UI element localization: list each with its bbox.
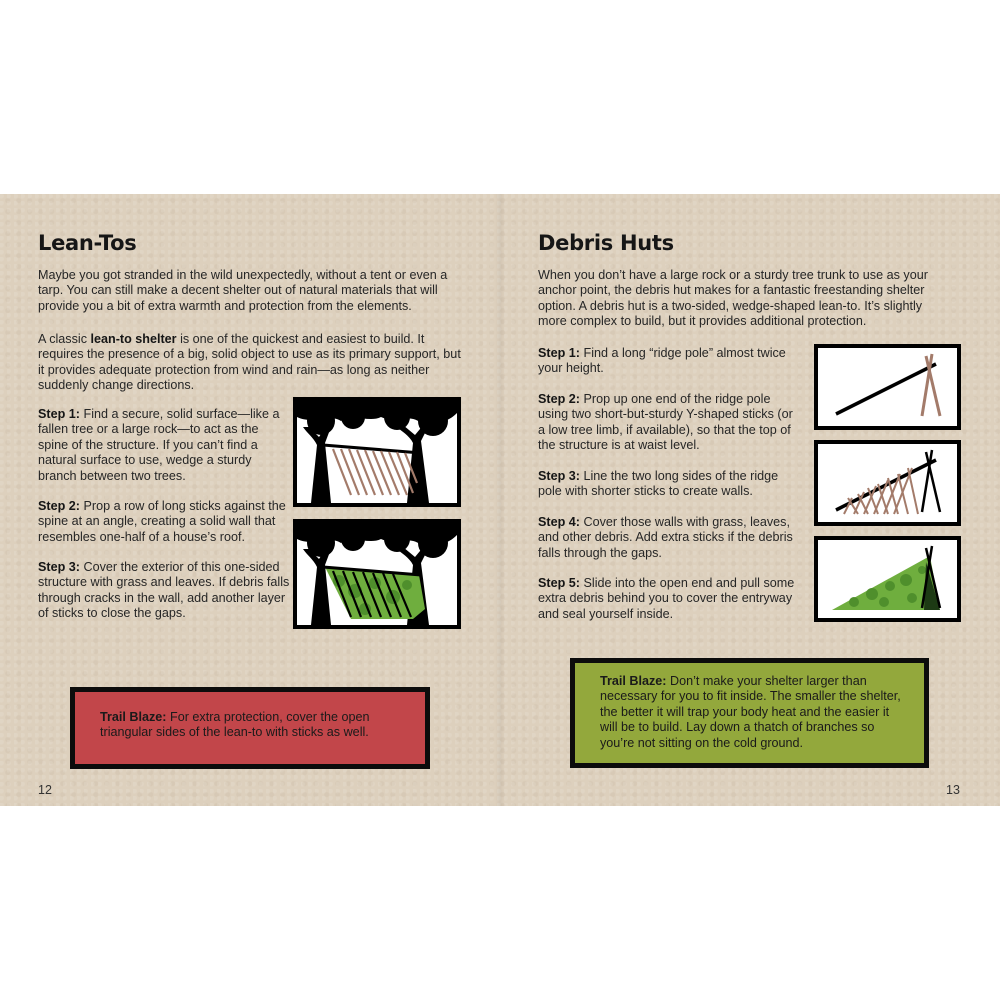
trail-blaze-body: Don’t make your shelter larger than necessary for you to fit inside. The smaller the shelter, the better it will trap your body heat and the easier it will be to build. Lay down a thatch of branches so you’re not sitting on the cold ground. — [600, 674, 901, 750]
lean-to-frame-illustration — [293, 397, 461, 507]
page-number-right: 13 — [946, 783, 960, 797]
lean-to-term: lean-to shelter — [90, 332, 177, 346]
step-label: Step 2: — [538, 392, 580, 406]
para-text: A classic — [38, 332, 91, 346]
page-number-left: 12 — [38, 783, 52, 797]
debris-hut-covered-illustration — [814, 536, 961, 622]
trail-blaze-text — [600, 674, 910, 751]
right-intro-paragraph: When you don’t have a large rock or a sturdy tree trunk to use as your anchor point, the debris hut makes for a fantastic freestanding shelter option. A debris hut is a two-sided, wedge-shaped lean-to. It’s slightly more complex to build, but it provides additional protection. — [538, 268, 928, 329]
trail-blaze-body: For extra protection, cover the open triangular sides of the lean-to with sticks as well. — [100, 710, 370, 740]
trail-blaze-label: Trail Blaze: — [600, 674, 667, 688]
left-page-heading: Lean-Tos — [38, 231, 137, 255]
left-lean-to-paragraph — [38, 332, 468, 394]
para-text: is one of the quickest and easiest to build. It requires the presence of a big, solid object to use as its primary support, but it provides adequate protection from wind and rain—as long as neither suddenly change directions. — [38, 332, 461, 393]
book-gutter — [495, 194, 505, 806]
ridge-pole-illustration — [814, 344, 961, 430]
right-step-4 — [538, 515, 800, 561]
trail-blaze-box-right — [570, 658, 929, 768]
step-label: Step 1: — [538, 346, 580, 360]
debris-hut-frame-illustration — [814, 440, 961, 526]
left-step-2 — [38, 499, 288, 545]
step-label: Step 3: — [38, 560, 80, 574]
right-step-2 — [538, 392, 796, 454]
right-step-5 — [538, 576, 800, 622]
left-step-1 — [38, 407, 282, 484]
trail-blaze-label: Trail Blaze: — [100, 710, 167, 724]
right-step-1 — [538, 346, 800, 377]
step-text: Find a long “ridge pole” almost twice your height. — [538, 346, 786, 376]
left-step-3 — [38, 560, 290, 622]
step-label: Step 1: — [38, 407, 80, 421]
trail-blaze-text — [100, 710, 400, 741]
step-text: Cover those walls with grass, leaves, and other debris. Add extra sticks if the debris falls through the gaps. — [538, 515, 793, 560]
step-text: Line the two long sides of the ridge pole with shorter sticks to create walls. — [538, 469, 779, 499]
step-text: Cover the exterior of this one-sided structure with grass and leaves. If debris falls through cracks in the wall, add another layer of sticks to close the gaps. — [38, 560, 290, 621]
right-step-3 — [538, 469, 796, 500]
left-intro-paragraph: Maybe you got stranded in the wild unexpectedly, without a tent or even a tarp. You can still make a decent shelter out of natural materials that will provide you a bit of extra warmth and protection from the elements. — [38, 268, 448, 313]
step-label: Step 3: — [538, 469, 580, 483]
step-text: Slide into the open end and pull some extra debris behind you to cover the entryway and seal yourself inside. — [538, 576, 795, 621]
step-text: Prop a row of long sticks against the spine at an angle, creating a solid wall that resembles one-half of a house’s roof. — [38, 499, 286, 544]
book-spread — [0, 194, 1000, 806]
step-text: Prop up one end of the ridge pole using two short-but-sturdy Y-shaped sticks (or a low tree limb, if available), so that the top of the structure is at waist level. — [538, 392, 793, 453]
step-label: Step 5: — [538, 576, 580, 590]
right-page-heading: Debris Huts — [538, 231, 674, 255]
step-label: Step 4: — [538, 515, 580, 529]
lean-to-covered-illustration — [293, 519, 461, 629]
step-label: Step 2: — [38, 499, 80, 513]
trail-blaze-box-left — [70, 687, 430, 769]
step-text: Find a secure, solid surface—like a fallen tree or a large rock—to act as the spine of the structure. If you can’t find a natural surface to use, wedge a sturdy branch between two trees. — [38, 407, 280, 483]
